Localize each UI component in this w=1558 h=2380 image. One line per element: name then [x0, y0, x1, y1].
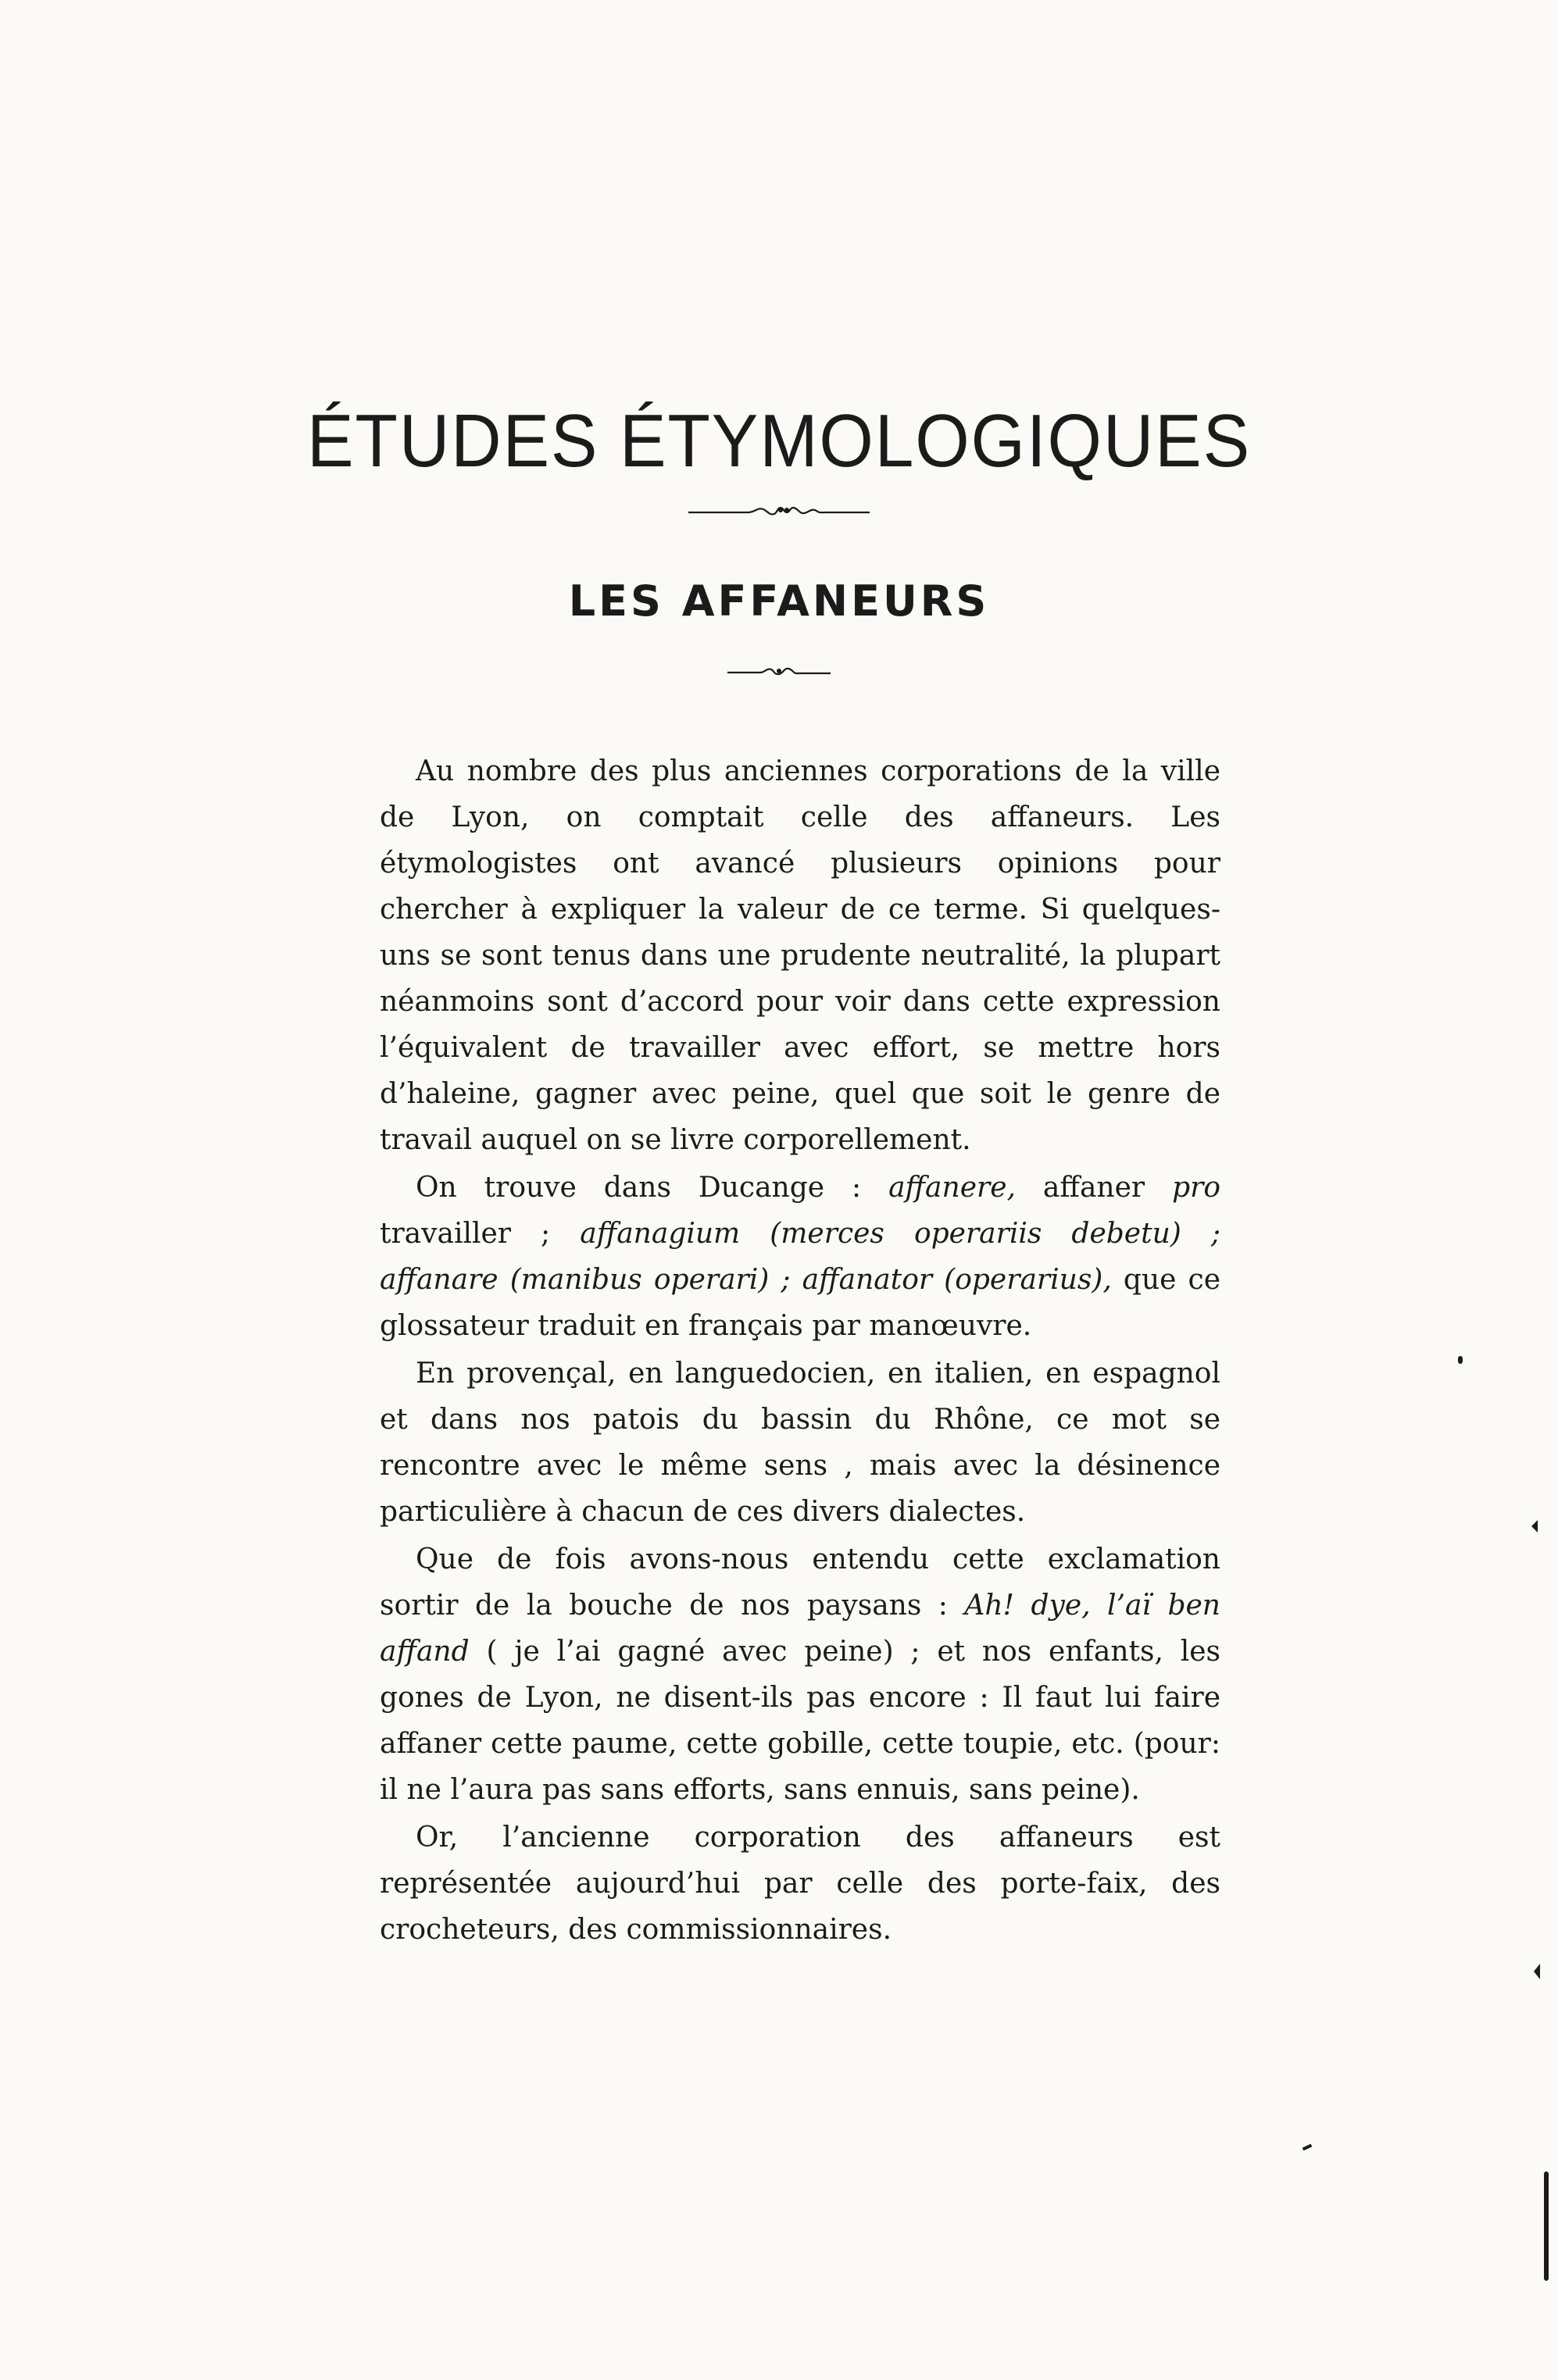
paragraph [380, 1351, 1220, 1535]
italic-run: Ah! dye, l’aï ben affand [380, 1590, 1220, 1668]
title-ornament-flourish [685, 500, 873, 523]
paragraph [380, 1814, 1220, 1953]
subtitle: LES AFFANEURS [568, 576, 990, 626]
paragraph [380, 1536, 1220, 1813]
text-run: Au nombre des plus anciennes corporations de la ville de Lyon, on comptait celle des affaneurs. Les étymologistes ont avancé plusieurs opinions pour chercher à expliquer la valeur de ce terme. Si quelques-uns se sont tenus dans une prudente neutralité, la plupart néanmoins sont d’accord pour voir dans cette expression l’équivalent de travailler avec effort, se mettre hors d’haleine, gagner avec peine, quel que soit le genre de travail auquel on se livre corporellement. [380, 755, 1220, 1156]
margin-mark [1458, 1356, 1463, 1364]
text-run: travailler ; [380, 1218, 581, 1250]
italic-run: pro [1172, 1172, 1220, 1204]
margin-mark [1534, 1964, 1540, 1979]
subtitle-ornament-flourish [724, 662, 834, 681]
margin-mark [1544, 2171, 1549, 2281]
subtitle-ornament [0, 662, 1558, 684]
paragraph [380, 748, 1220, 1163]
text-run: Or, l’ancienne corporation des affaneurs est représentée aujourd’hui par celle des porte-faix, des crocheteurs, des commissionnaires. [380, 1822, 1220, 1946]
margin-mark [1303, 2144, 1313, 2151]
paragraph [380, 1165, 1220, 1349]
text-run: que ce glossateur traduit en français par manœuvre. [380, 1264, 1221, 1342]
text-run: On trouve dans Ducange : [416, 1172, 889, 1204]
italic-run: affanere, [888, 1172, 1016, 1204]
text-run: En provençal, en languedocien, en italien, en espagnol et dans nos patois du bassin du Rhône, ce mot se rencontre avec le même sens , mais avec la désinence particulière à chacun de ces divers dialectes. [380, 1358, 1220, 1528]
margin-mark [1531, 1520, 1538, 1533]
title-ornament [0, 500, 1558, 526]
text-run: affaner [1015, 1172, 1173, 1204]
italic-run: affanagium (merces operariis debetu) ; affanare (manibus operari) ; affanator (operarius), [380, 1218, 1220, 1296]
text-run: ( je l’ai gagné avec peine) ; et nos enfants, les gones de Lyon, ne disent-ils pas encore : Il faut lui faire affaner cette paume, cette gobille, cette toupie, etc. (pour: il ne l’aura pas sans efforts, sans ennuis, sans peine). [380, 1636, 1220, 1806]
text-run: Que de fois avons-nous entendu cette exclamation sortir de la bouche de nos paysans : [380, 1543, 1220, 1622]
body-text [380, 748, 1220, 1954]
main-title: ÉTUDES ÉTYMOLOGIQUES [307, 399, 1251, 483]
